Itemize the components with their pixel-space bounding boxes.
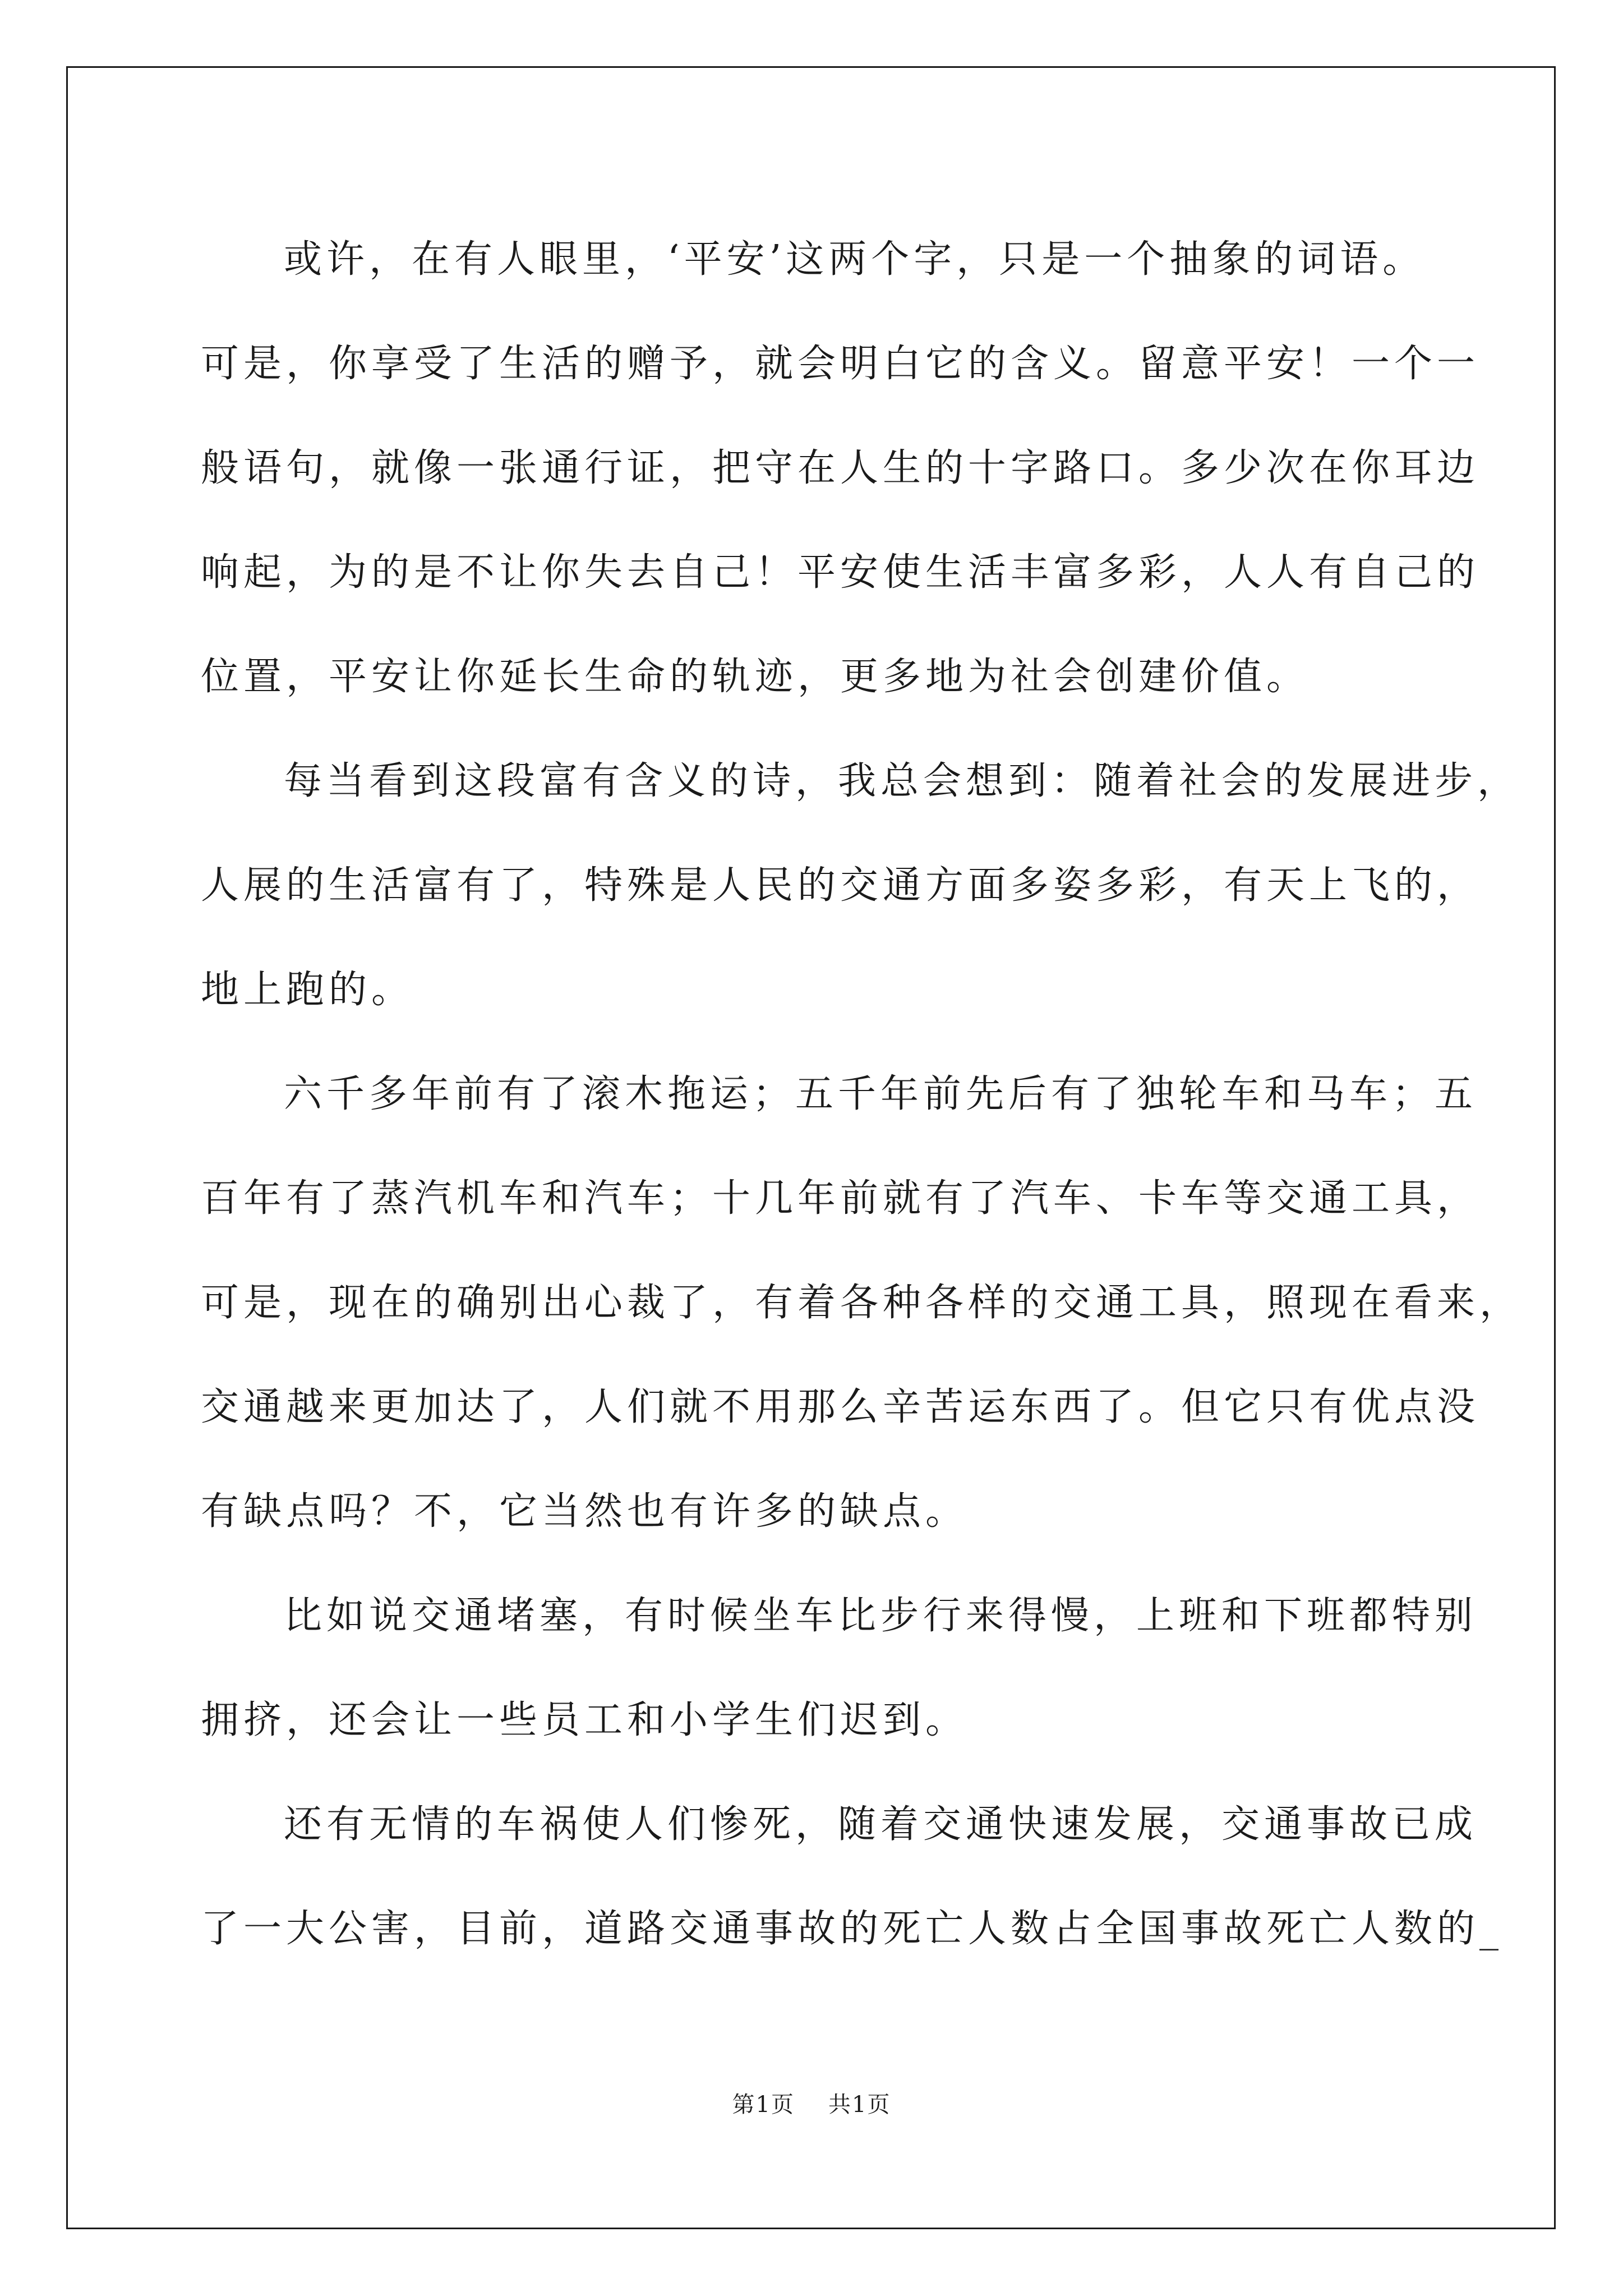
text-line: 交通越来更加达了，人们就不用那么辛苦运东西了。但它只有优点没	[201, 1385, 1480, 1429]
text-line: 百年有了蒸汽机车和汽车；十几年前就有了汽车、卡车等交通工具，	[201, 1176, 1480, 1221]
text-line: 响起，为的是不让你失去自己！平安使生活丰富多彩，人人有自己的	[201, 550, 1480, 595]
text-line: 还有无情的车祸使人们惨死，随着交通快速发展，交通事故已成	[284, 1802, 1478, 1847]
text-line: 人展的生活富有了，特殊是人民的交通方面多姿多彩，有天上飞的，	[201, 863, 1480, 908]
text-line: 可是，现在的确别出心裁了，有着各种各样的交通工具，照现在看来，	[201, 1281, 1523, 1325]
text-line: 拥挤，还会让一些员工和小学生们迟到。	[201, 1698, 969, 1742]
text-line: 六千多年前有了滚木拖运；五千年前先后有了独轮车和马车；五	[284, 1072, 1478, 1116]
document-body	[201, 208, 1523, 1981]
page-footer	[0, 2087, 1623, 2119]
page-number-current: 第1页	[732, 2092, 795, 2118]
text-line: 有缺点吗？不，它当然也有许多的缺点。	[201, 1489, 969, 1534]
page-number-total: 共1页	[828, 2092, 891, 2118]
text-line: 般语句，就像一张通行证，把守在人生的十字路口。多少次在你耳边	[201, 446, 1480, 490]
text-line: 位置，平安让你延长生命的轨迹，更多地为社会创建价值。	[201, 655, 1310, 699]
text-line: 地上跑的。	[201, 968, 414, 1012]
text-line: 可是，你享受了生活的赠予，就会明白它的含义。留意平安！一个一	[201, 342, 1480, 386]
text-line: 比如说交通堵塞，有时候坐车比步行来得慢，上班和下班都特别	[284, 1594, 1478, 1638]
text-line: 每当看到这段富有含义的诗，我总会想到：随着社会的发展进步，	[284, 759, 1520, 803]
text-line: 或许，在有人眼里，‘平安’这两个字，只是一个抽象的词语。	[284, 237, 1426, 282]
text-line: 了一大公害，目前，道路交通事故的死亡人数占全国事故死亡人数的_	[201, 1907, 1504, 1951]
